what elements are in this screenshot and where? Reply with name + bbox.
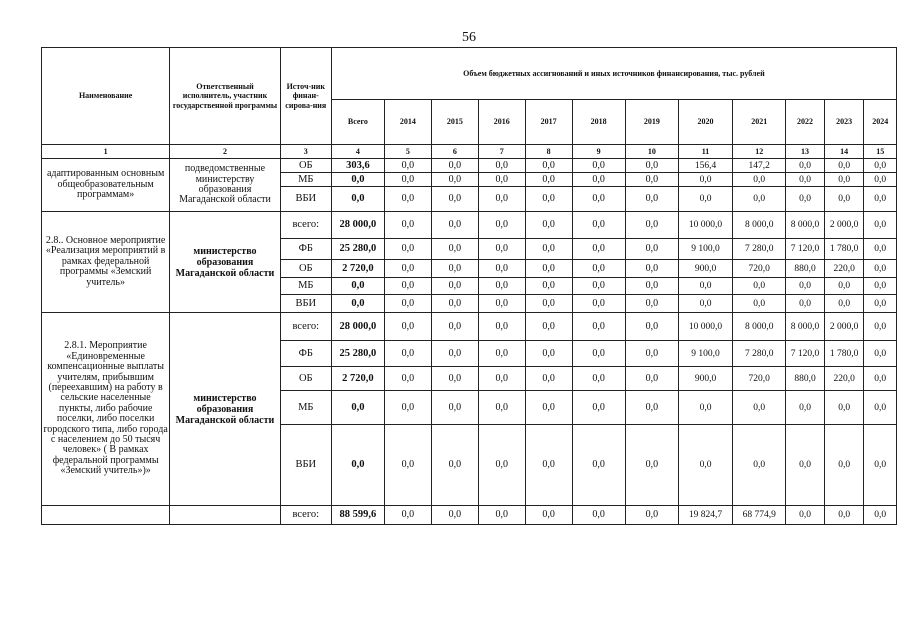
table-row bbox=[42, 313, 897, 341]
row-responsible: министерство образования Магаданской области bbox=[170, 313, 281, 506]
cell-value: 880,0 bbox=[786, 367, 825, 391]
cell-value: 0,0 bbox=[625, 506, 678, 525]
cell-value: 0,0 bbox=[525, 173, 572, 187]
cell-value: 0,0 bbox=[786, 506, 825, 525]
cell-value: 7 280,0 bbox=[733, 341, 786, 367]
cell-value: 0,0 bbox=[733, 173, 786, 187]
cell-value: 0,0 bbox=[525, 391, 572, 425]
cell-value: 8 000,0 bbox=[733, 212, 786, 239]
cell-value: 0,0 bbox=[733, 187, 786, 212]
cell-value: 0,0 bbox=[572, 341, 625, 367]
column-number: 12 bbox=[733, 145, 786, 159]
cell-value: 0,0 bbox=[864, 159, 897, 173]
row-source: ФБ bbox=[280, 239, 331, 260]
row-source: ОБ bbox=[280, 367, 331, 391]
cell-total: 25 280,0 bbox=[331, 239, 384, 260]
cell-value: 0,0 bbox=[786, 187, 825, 212]
cell-value: 0,0 bbox=[384, 313, 431, 341]
cell-value: 0,0 bbox=[525, 159, 572, 173]
cell-value: 0,0 bbox=[431, 341, 478, 367]
cell-value: 0,0 bbox=[733, 391, 786, 425]
cell-value: 0,0 bbox=[525, 278, 572, 295]
cell-value: 0,0 bbox=[786, 425, 825, 506]
cell-value: 0,0 bbox=[864, 212, 897, 239]
cell-value: 0,0 bbox=[525, 187, 572, 212]
cell-value: 0,0 bbox=[678, 173, 732, 187]
row-source: всего: bbox=[280, 506, 331, 525]
cell-value: 0,0 bbox=[431, 313, 478, 341]
cell-value: 0,0 bbox=[431, 159, 478, 173]
row-name bbox=[42, 506, 170, 525]
cell-value: 0,0 bbox=[478, 391, 525, 425]
cell-value: 1 780,0 bbox=[824, 341, 864, 367]
cell-value: 0,0 bbox=[786, 295, 825, 313]
column-number: 2 bbox=[170, 145, 281, 159]
cell-value: 0,0 bbox=[572, 260, 625, 278]
row-source: МБ bbox=[280, 173, 331, 187]
cell-value: 8 000,0 bbox=[733, 313, 786, 341]
cell-value: 0,0 bbox=[864, 260, 897, 278]
cell-value: 9 100,0 bbox=[678, 239, 732, 260]
cell-value: 0,0 bbox=[384, 425, 431, 506]
cell-value: 0,0 bbox=[525, 212, 572, 239]
column-number: 6 bbox=[431, 145, 478, 159]
column-number: 15 bbox=[864, 145, 897, 159]
cell-value: 720,0 bbox=[733, 260, 786, 278]
cell-value: 0,0 bbox=[431, 173, 478, 187]
table-row bbox=[42, 506, 897, 525]
cell-value: 19 824,7 bbox=[678, 506, 732, 525]
cell-value: 0,0 bbox=[384, 187, 431, 212]
table-row bbox=[42, 159, 897, 173]
cell-value: 0,0 bbox=[384, 341, 431, 367]
cell-value: 0,0 bbox=[478, 295, 525, 313]
cell-value: 0,0 bbox=[525, 260, 572, 278]
cell-value: 0,0 bbox=[864, 187, 897, 212]
cell-value: 0,0 bbox=[572, 313, 625, 341]
cell-value: 0,0 bbox=[384, 239, 431, 260]
cell-value: 0,0 bbox=[431, 239, 478, 260]
row-responsible: министерство образования Магаданской области bbox=[170, 212, 281, 313]
header-year: 2023 bbox=[824, 100, 864, 145]
budget-table bbox=[41, 47, 897, 525]
cell-value: 0,0 bbox=[864, 391, 897, 425]
row-responsible bbox=[170, 506, 281, 525]
column-number: 9 bbox=[572, 145, 625, 159]
cell-value: 0,0 bbox=[478, 313, 525, 341]
cell-value: 0,0 bbox=[431, 212, 478, 239]
cell-total: 25 280,0 bbox=[331, 341, 384, 367]
cell-value: 0,0 bbox=[864, 278, 897, 295]
cell-value: 147,2 bbox=[733, 159, 786, 173]
cell-value: 0,0 bbox=[478, 367, 525, 391]
header-year: 2017 bbox=[525, 100, 572, 145]
column-number: 5 bbox=[384, 145, 431, 159]
cell-value: 0,0 bbox=[478, 159, 525, 173]
cell-value: 0,0 bbox=[625, 278, 678, 295]
cell-value: 0,0 bbox=[625, 212, 678, 239]
cell-total: 0,0 bbox=[331, 278, 384, 295]
header-year: 2024 bbox=[864, 100, 897, 145]
column-number: 14 bbox=[824, 145, 864, 159]
cell-value: 7 120,0 bbox=[786, 341, 825, 367]
cell-total: 0,0 bbox=[331, 173, 384, 187]
cell-value: 0,0 bbox=[786, 278, 825, 295]
table-row bbox=[42, 212, 897, 239]
row-name: 2.8.1. Мероприятие «Единовременные компенсационные выплаты учителям, прибывшим (переехавшим) на работу в сельские населенные пункты, либо рабочие поселки, либо поселки городского типа, либо города с населением до 50 тысяч человек» ( В рамках федеральной программы «Земский учитель»)» bbox=[42, 313, 170, 506]
cell-value: 0,0 bbox=[525, 425, 572, 506]
column-number: 11 bbox=[678, 145, 732, 159]
column-number: 8 bbox=[525, 145, 572, 159]
column-number: 3 bbox=[280, 145, 331, 159]
cell-total: 0,0 bbox=[331, 391, 384, 425]
column-number: 4 bbox=[331, 145, 384, 159]
cell-value: 0,0 bbox=[824, 173, 864, 187]
cell-value: 0,0 bbox=[572, 391, 625, 425]
header-volume: Объем бюджетных ассигнований и иных источников финансирования, тыс. рублей bbox=[331, 48, 896, 100]
cell-value: 0,0 bbox=[678, 391, 732, 425]
header-year: 2022 bbox=[786, 100, 825, 145]
row-source: ВБИ bbox=[280, 187, 331, 212]
cell-value: 0,0 bbox=[384, 278, 431, 295]
cell-value: 220,0 bbox=[824, 367, 864, 391]
header-responsible: Ответственный исполнитель, участник государственной программы bbox=[170, 48, 281, 145]
cell-value: 720,0 bbox=[733, 367, 786, 391]
cell-value: 0,0 bbox=[384, 367, 431, 391]
cell-value: 0,0 bbox=[678, 295, 732, 313]
cell-value: 0,0 bbox=[572, 239, 625, 260]
cell-value: 0,0 bbox=[572, 187, 625, 212]
cell-value: 0,0 bbox=[431, 391, 478, 425]
cell-value: 0,0 bbox=[678, 425, 732, 506]
cell-value: 0,0 bbox=[786, 173, 825, 187]
cell-value: 0,0 bbox=[384, 391, 431, 425]
cell-value: 0,0 bbox=[864, 295, 897, 313]
cell-value: 0,0 bbox=[431, 295, 478, 313]
cell-value: 9 100,0 bbox=[678, 341, 732, 367]
cell-value: 0,0 bbox=[864, 239, 897, 260]
cell-value: 0,0 bbox=[431, 278, 478, 295]
row-source: ОБ bbox=[280, 260, 331, 278]
row-source: всего: bbox=[280, 313, 331, 341]
row-responsible: подведомственные министерству образования Магаданской области bbox=[170, 159, 281, 212]
cell-value: 0,0 bbox=[625, 391, 678, 425]
cell-total: 0,0 bbox=[331, 425, 384, 506]
cell-value: 156,4 bbox=[678, 159, 732, 173]
cell-value: 7 280,0 bbox=[733, 239, 786, 260]
row-source: ВБИ bbox=[280, 425, 331, 506]
column-number: 7 bbox=[478, 145, 525, 159]
cell-value: 900,0 bbox=[678, 260, 732, 278]
cell-value: 0,0 bbox=[384, 212, 431, 239]
column-number: 13 bbox=[786, 145, 825, 159]
cell-value: 0,0 bbox=[824, 278, 864, 295]
header-year: 2015 bbox=[431, 100, 478, 145]
cell-value: 0,0 bbox=[625, 187, 678, 212]
cell-value: 0,0 bbox=[786, 391, 825, 425]
cell-value: 0,0 bbox=[478, 239, 525, 260]
cell-value: 0,0 bbox=[625, 239, 678, 260]
row-source: ВБИ bbox=[280, 295, 331, 313]
cell-value: 0,0 bbox=[864, 425, 897, 506]
cell-value: 0,0 bbox=[384, 260, 431, 278]
cell-value: 0,0 bbox=[431, 425, 478, 506]
header-year: 2018 bbox=[572, 100, 625, 145]
cell-value: 0,0 bbox=[733, 295, 786, 313]
cell-value: 0,0 bbox=[625, 173, 678, 187]
row-source: ОБ bbox=[280, 159, 331, 173]
cell-total: 303,6 bbox=[331, 159, 384, 173]
cell-total: 0,0 bbox=[331, 187, 384, 212]
row-name: 2.8.. Основное мероприятие «Реализация мероприятий в рамках федеральной программы «Земский учитель» bbox=[42, 212, 170, 313]
cell-value: 0,0 bbox=[625, 367, 678, 391]
cell-value: 0,0 bbox=[478, 425, 525, 506]
cell-value: 10 000,0 bbox=[678, 313, 732, 341]
cell-total: 2 720,0 bbox=[331, 367, 384, 391]
cell-value: 0,0 bbox=[478, 187, 525, 212]
cell-value: 0,0 bbox=[431, 367, 478, 391]
cell-value: 0,0 bbox=[431, 187, 478, 212]
column-number: 10 bbox=[625, 145, 678, 159]
cell-value: 0,0 bbox=[678, 278, 732, 295]
cell-value: 0,0 bbox=[824, 506, 864, 525]
row-name: адаптированным основным общеобразовательным программам» bbox=[42, 159, 170, 212]
cell-value: 0,0 bbox=[864, 313, 897, 341]
cell-value: 0,0 bbox=[572, 295, 625, 313]
cell-value: 0,0 bbox=[733, 278, 786, 295]
cell-value: 0,0 bbox=[525, 367, 572, 391]
column-number: 1 bbox=[42, 145, 170, 159]
cell-total: 2 720,0 bbox=[331, 260, 384, 278]
header-source: Источ-ник финан-сирова-ния bbox=[280, 48, 331, 145]
cell-value: 0,0 bbox=[478, 278, 525, 295]
cell-value: 0,0 bbox=[864, 341, 897, 367]
cell-value: 0,0 bbox=[572, 278, 625, 295]
cell-value: 0,0 bbox=[384, 506, 431, 525]
cell-value: 0,0 bbox=[625, 313, 678, 341]
cell-value: 0,0 bbox=[824, 159, 864, 173]
cell-value: 2 000,0 bbox=[824, 212, 864, 239]
cell-value: 0,0 bbox=[625, 341, 678, 367]
header-year: 2014 bbox=[384, 100, 431, 145]
header-name: Наименование bbox=[42, 48, 170, 145]
cell-value: 0,0 bbox=[864, 506, 897, 525]
cell-value: 0,0 bbox=[478, 260, 525, 278]
cell-value: 0,0 bbox=[733, 425, 786, 506]
cell-value: 0,0 bbox=[384, 173, 431, 187]
cell-value: 0,0 bbox=[625, 425, 678, 506]
cell-total: 88 599,6 bbox=[331, 506, 384, 525]
cell-total: 0,0 bbox=[331, 295, 384, 313]
cell-value: 0,0 bbox=[384, 295, 431, 313]
cell-value: 0,0 bbox=[525, 295, 572, 313]
cell-value: 0,0 bbox=[525, 341, 572, 367]
cell-value: 0,0 bbox=[525, 506, 572, 525]
cell-value: 0,0 bbox=[525, 239, 572, 260]
cell-value: 900,0 bbox=[678, 367, 732, 391]
cell-value: 0,0 bbox=[824, 295, 864, 313]
row-source: всего: bbox=[280, 212, 331, 239]
cell-value: 0,0 bbox=[431, 260, 478, 278]
cell-value: 0,0 bbox=[625, 159, 678, 173]
cell-value: 0,0 bbox=[478, 506, 525, 525]
row-source: ФБ bbox=[280, 341, 331, 367]
cell-value: 0,0 bbox=[824, 425, 864, 506]
cell-value: 0,0 bbox=[525, 313, 572, 341]
cell-value: 10 000,0 bbox=[678, 212, 732, 239]
cell-value: 0,0 bbox=[572, 159, 625, 173]
cell-value: 2 000,0 bbox=[824, 313, 864, 341]
cell-value: 0,0 bbox=[864, 367, 897, 391]
header-year: 2016 bbox=[478, 100, 525, 145]
header-year: 2021 bbox=[733, 100, 786, 145]
header-year: 2020 bbox=[678, 100, 732, 145]
cell-value: 0,0 bbox=[786, 159, 825, 173]
cell-value: 0,0 bbox=[478, 212, 525, 239]
cell-value: 0,0 bbox=[625, 260, 678, 278]
cell-value: 0,0 bbox=[572, 367, 625, 391]
row-source: МБ bbox=[280, 278, 331, 295]
cell-value: 0,0 bbox=[478, 341, 525, 367]
cell-value: 0,0 bbox=[864, 173, 897, 187]
cell-value: 0,0 bbox=[572, 173, 625, 187]
cell-value: 0,0 bbox=[572, 212, 625, 239]
cell-value: 0,0 bbox=[824, 391, 864, 425]
header-total: Всего bbox=[331, 100, 384, 145]
cell-total: 28 000,0 bbox=[331, 212, 384, 239]
page-number: 56 bbox=[462, 30, 476, 45]
cell-value: 0,0 bbox=[384, 159, 431, 173]
cell-total: 28 000,0 bbox=[331, 313, 384, 341]
cell-value: 1 780,0 bbox=[824, 239, 864, 260]
cell-value: 0,0 bbox=[678, 187, 732, 212]
cell-value: 0,0 bbox=[572, 506, 625, 525]
header-year: 2019 bbox=[625, 100, 678, 145]
cell-value: 8 000,0 bbox=[786, 212, 825, 239]
cell-value: 0,0 bbox=[824, 187, 864, 212]
cell-value: 0,0 bbox=[625, 295, 678, 313]
row-source: МБ bbox=[280, 391, 331, 425]
cell-value: 220,0 bbox=[824, 260, 864, 278]
cell-value: 0,0 bbox=[478, 173, 525, 187]
cell-value: 8 000,0 bbox=[786, 313, 825, 341]
cell-value: 0,0 bbox=[431, 506, 478, 525]
cell-value: 0,0 bbox=[572, 425, 625, 506]
cell-value: 68 774,9 bbox=[733, 506, 786, 525]
cell-value: 7 120,0 bbox=[786, 239, 825, 260]
cell-value: 880,0 bbox=[786, 260, 825, 278]
